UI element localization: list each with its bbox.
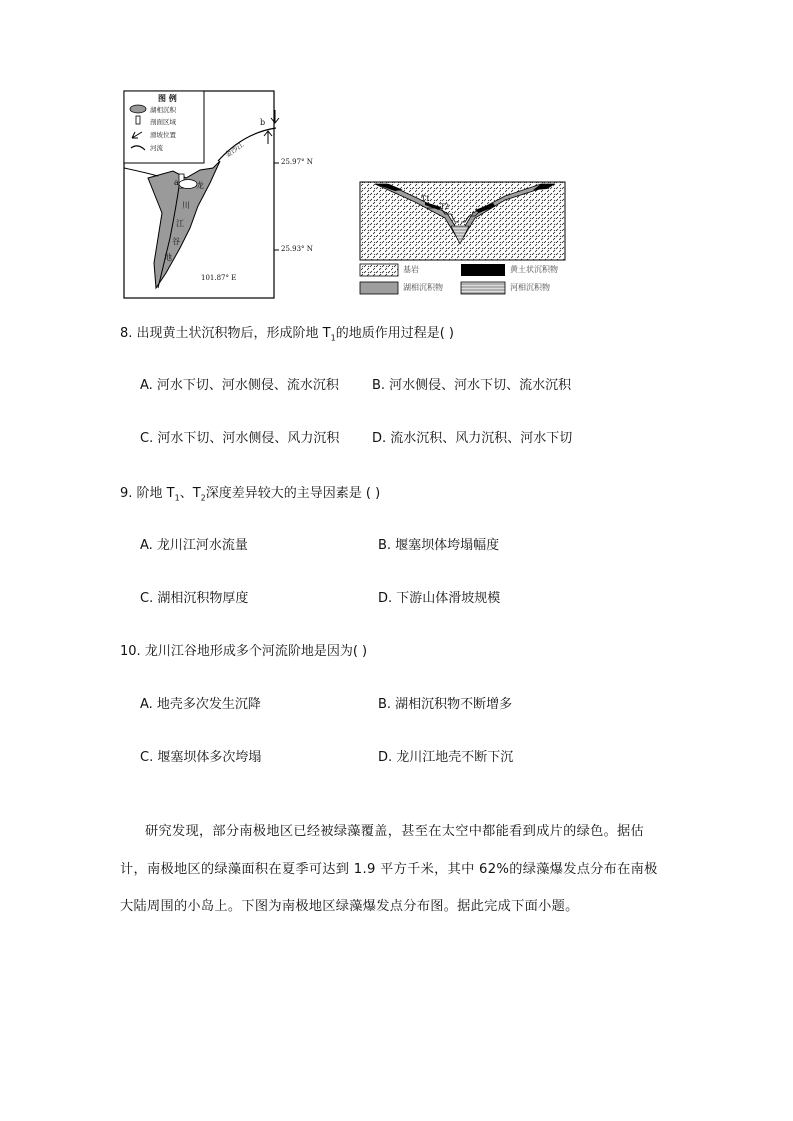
loess-swatch (461, 264, 505, 276)
legend-landslide: 滑坡位置 (150, 131, 176, 139)
question-10-option-a: A. 地壳多次发生沉降 (140, 697, 261, 712)
legend-river: 河流 (150, 144, 163, 152)
legend-title: 图 例 (158, 93, 177, 103)
terrace-t2-label: T2 (440, 203, 450, 211)
valley-label-4: 谷 (172, 237, 180, 246)
terrace-t1-label: T1 (421, 195, 431, 203)
question-10-option-b: B. 湖相沉积物不断增多 (378, 697, 513, 712)
subscript-2: 2 (200, 493, 206, 503)
legend-bedrock: 基岩 (403, 265, 419, 274)
question-text: 龙川江谷地形成多个河流阶地是因为( ) (144, 644, 368, 659)
jinsha-river-label: 金沙江 (223, 140, 246, 160)
question-number: 10. (120, 644, 141, 659)
valley-label-5: 地 (164, 253, 172, 262)
question-text-tail: 深度差异较大的主导因素是 ( ) (205, 486, 381, 501)
point-a-label: a (174, 178, 179, 187)
section-figure (355, 178, 575, 300)
question-number: 9. (120, 486, 133, 501)
question-10-option-c: C. 堰塞坝体多次垮塌 (140, 750, 262, 765)
question-9-option-b: B. 堰塞坝体垮塌幅度 (378, 538, 500, 553)
legend-lake-deposit: 湖相沉积物 (403, 283, 443, 292)
question-text-mid: 、T (179, 486, 201, 501)
passage-line-2: 计，南极地区的绿藻面积在夏季可达到 1.9 平方千米，其中 62%的绿藻爆发点分布在南极 (120, 862, 658, 877)
passage-line-3: 大陆周围的小岛上。下图为南极地区绿藻爆发点分布图。据此完成下面小题。 (120, 899, 579, 914)
subscript: 1 (330, 333, 336, 343)
question-8-option-c: C. 河水下切、河水侧侵、风力沉积 (140, 431, 340, 446)
question-9-option-d: D. 下游山体滑坡规模 (378, 591, 501, 606)
question-10-option-d: D. 龙川江地壳不断下沉 (378, 750, 514, 765)
subscript-1: 1 (174, 493, 180, 503)
question-8-option-d: D. 流水沉积、风力沉积、河水下切 (372, 431, 573, 446)
lake-swatch (360, 282, 398, 294)
map-figure (118, 88, 333, 300)
question-text: 阶地 T (136, 486, 175, 501)
river-deposit-swatch (461, 282, 505, 294)
valley-label-3: 江 (176, 219, 184, 228)
passage-line-1: 研究发现，部分南极地区已经被绿藻覆盖，甚至在太空中都能看到成片的绿色。据估 (145, 824, 645, 839)
longitude-label: 101.87° E (201, 274, 237, 282)
question-8-option-a: A. 河水下切、河水侧侵、流水沉积 (140, 378, 339, 393)
question-10-stem (120, 640, 367, 659)
question-text: 出现黄土状沉积物后，形成阶地 T (136, 326, 331, 341)
question-9-stem (120, 482, 380, 503)
question-text-tail: 的地质作用过程是( ) (335, 326, 454, 341)
point-b-label: b (260, 118, 266, 127)
latitude-top: 25.97° N (281, 158, 313, 166)
question-number: 8. (120, 326, 133, 341)
question-8-option-b: B. 河水侧侵、河水下切、流水沉积 (372, 378, 572, 393)
bedrock-swatch (360, 264, 398, 276)
valley-label-1: 龙 (196, 181, 204, 190)
lake-sediment-swatch (130, 105, 146, 113)
latitude-bottom: 25.93° N (281, 245, 313, 253)
question-9-option-c: C. 湖相沉积物厚度 (140, 591, 249, 606)
question-9-option-a: A. 龙川江河水流量 (140, 538, 248, 553)
question-8-stem (120, 322, 454, 343)
profile-swatch (136, 116, 140, 124)
legend-river-deposit: 河相沉积物 (510, 283, 550, 292)
legend-lake: 湖相沉积 (150, 106, 176, 114)
legend-profile: 剖面区域 (150, 118, 176, 126)
legend-loess: 黄土状沉积物 (510, 265, 558, 274)
valley-label-2: 川 (182, 201, 190, 210)
